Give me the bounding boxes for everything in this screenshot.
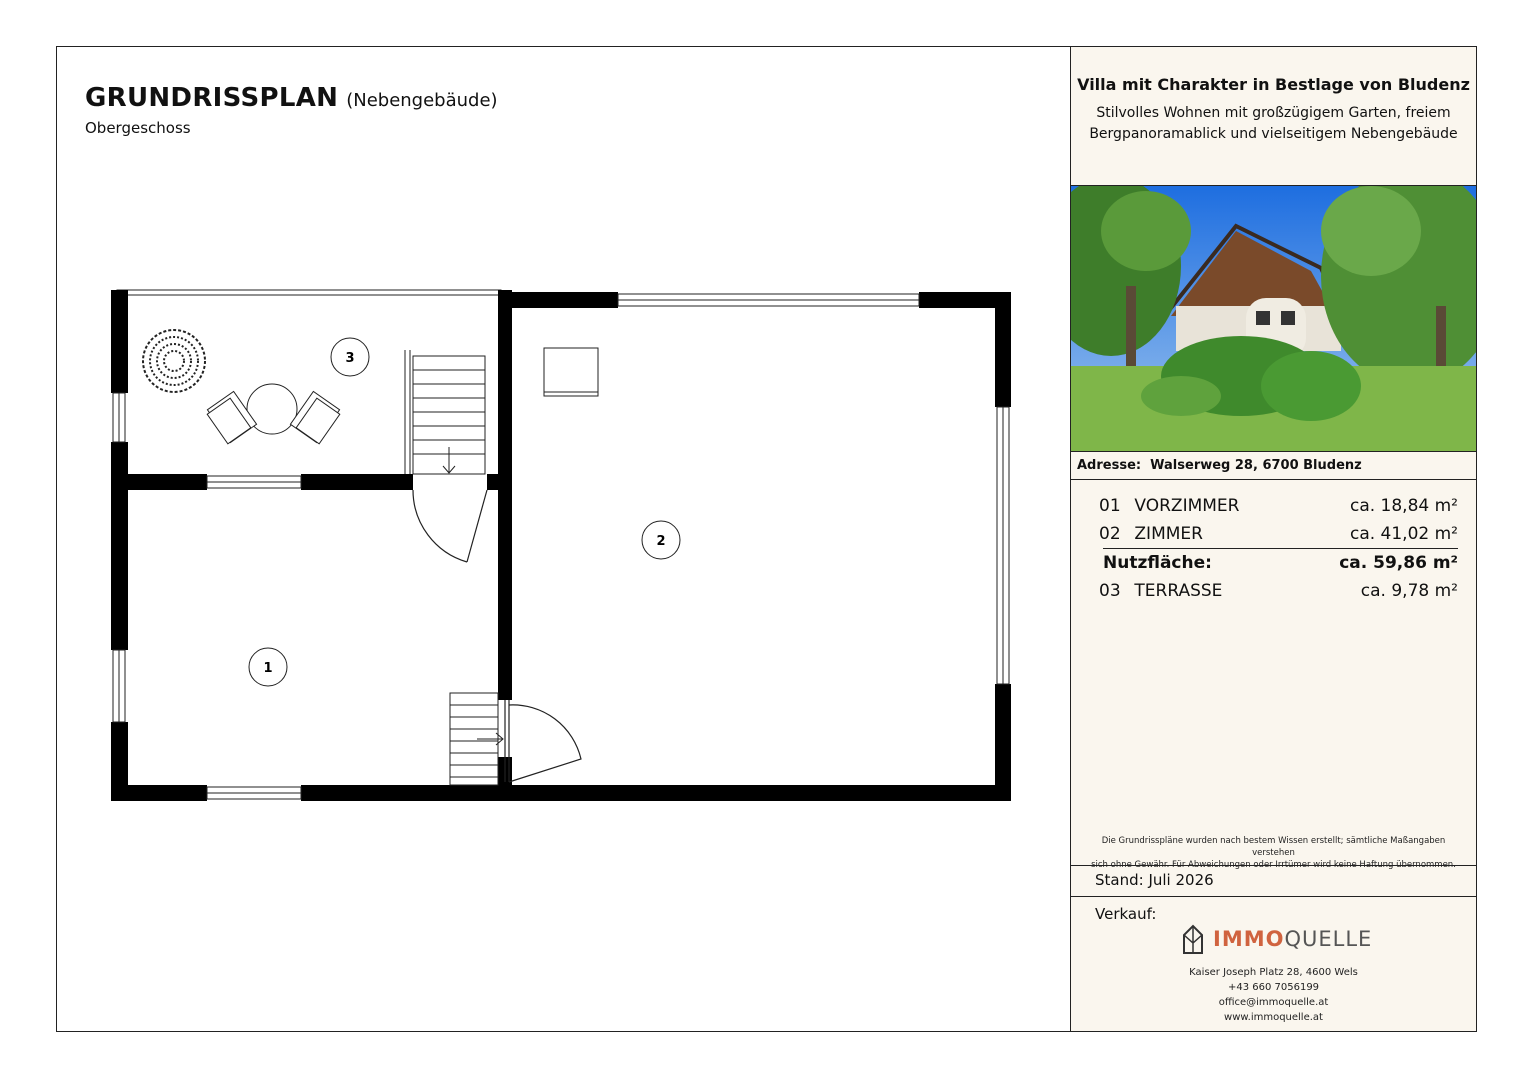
logo-house-icon (1181, 923, 1205, 955)
info-panel (1071, 47, 1476, 1031)
sheet-frame (56, 46, 1477, 1032)
room-list (1099, 492, 1458, 605)
logo-text: QUELLE (1284, 927, 1373, 951)
room-name: ZIMMER (1134, 524, 1203, 544)
stairs-lower (450, 693, 503, 785)
floor-label: Obergeschoss (85, 119, 191, 137)
door-lower (505, 700, 581, 782)
room-marker-1 (249, 648, 287, 686)
divider (1071, 479, 1476, 480)
room-marker-3 (331, 338, 369, 376)
listing-description (1079, 103, 1468, 145)
room-row (1099, 520, 1458, 548)
door-upper (413, 490, 487, 562)
room-area: ca. 18,84 m² (1349, 496, 1458, 516)
plan-title: GRUNDRISSPLAN (85, 83, 339, 113)
floor-plan (57, 47, 1071, 1033)
disclaimer-line: sich ohne Gewähr. Für Abweichungen oder Irrtümer wird keine Haftung übernommen. (1091, 860, 1456, 870)
appliance-box (544, 348, 598, 396)
villa-photo-illustration (1071, 186, 1476, 451)
room-row (1099, 577, 1458, 605)
sales-label: Verkauf: (1095, 905, 1157, 923)
listing-title: Villa mit Charakter in Bestlage von Bludenz (1077, 75, 1470, 94)
plan-area (57, 47, 1071, 1031)
room-number: 03 (1099, 581, 1121, 601)
company-logo (1181, 923, 1372, 955)
terrace-plant (143, 330, 205, 392)
stairs-upper (405, 350, 485, 474)
terrace-railing (117, 290, 501, 295)
total-value: ca. 59,86 m² (1339, 553, 1458, 573)
svg-text:1: 1 (263, 661, 273, 676)
total-area-row (1103, 548, 1458, 577)
svg-text:3: 3 (345, 351, 355, 366)
address (1077, 458, 1362, 473)
contact-info (1071, 965, 1476, 1025)
svg-text:2: 2 (656, 534, 666, 549)
divider (1071, 865, 1476, 866)
total-label: Nutzfläche: (1103, 553, 1212, 573)
divider (1071, 896, 1476, 897)
contact-address: Kaiser Joseph Platz 28, 4600 Wels (1189, 967, 1358, 978)
description-line: Bergpanoramablick und vielseitigem Nebengebäude (1089, 126, 1458, 142)
address-value: Walserweg 28, 6700 Bludenz (1150, 458, 1362, 473)
logo-accent-text: IMMO (1213, 927, 1285, 951)
plan-subtitle: (Nebengebäude) (346, 90, 498, 111)
date-stamp: Stand: Juli 2026 (1095, 871, 1214, 889)
contact-website[interactable]: www.immoquelle.at (1224, 1012, 1323, 1023)
room-area: ca. 9,78 m² (1360, 581, 1458, 601)
address-label: Adresse: (1077, 458, 1142, 473)
room-area: ca. 41,02 m² (1349, 524, 1458, 544)
disclaimer-line: Die Grundrisspläne wurden nach bestem Wissen erstellt; sämtliche Maßangaben verstehen (1101, 836, 1446, 858)
contact-phone: +43 660 7056199 (1227, 982, 1320, 993)
room-number: 02 (1099, 524, 1121, 544)
room-name: TERRASSE (1134, 581, 1223, 601)
room-row (1099, 492, 1458, 520)
room-name: VORZIMMER (1134, 496, 1240, 516)
description-line: Stilvolles Wohnen mit großzügigem Garten, freiem (1096, 105, 1451, 121)
terrace-table (207, 384, 340, 444)
villa-photo (1071, 185, 1476, 452)
room-marker-2 (642, 521, 680, 559)
room-number: 01 (1099, 496, 1121, 516)
contact-email[interactable]: office@immoquelle.at (1218, 997, 1329, 1008)
